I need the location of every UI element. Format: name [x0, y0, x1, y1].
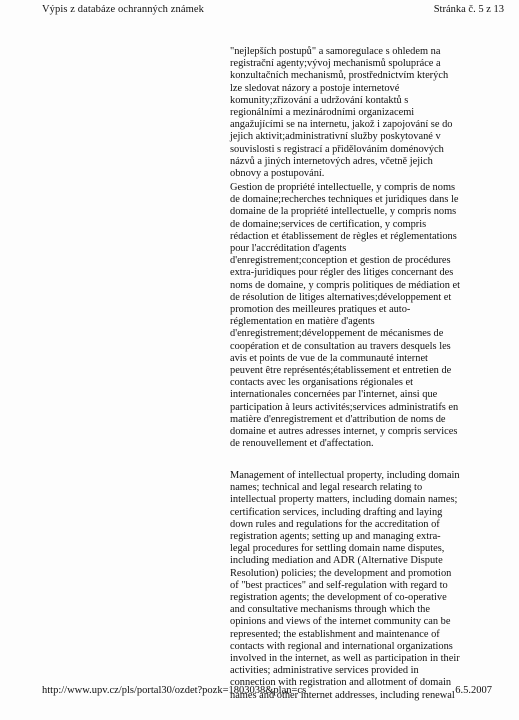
document-title: Výpis z databáze ochranných známek — [42, 4, 204, 15]
goods-services-text-english: Management of intellectual property, including domain names; technical and legal research relating to intellectual property matters, including domain names; certification services, including drafting and laying down rules and regulations for the accreditation of registration agents; setting up and managing extra- legal procedures for settling domain name disputes, including mediation and ADR (Alternative Dispute Resolution) policies; the development and promotion of "best practices" and self-regulation with regard to registration agents; the development of co-operative and consultative mechanisms through which the opinions and views of the internet community can be represented; the establishment and maintenance of contacts with regional and international organizations involved in the internet, as well as participation in their activities; administrative services provided in connection with registration and allotment of domain names and other internet addresses, including renewal — [230, 470, 460, 701]
goods-services-text-french: Gestion de propriété intellectuelle, y compris de noms de domaine;recherches techniques et juridiques dans le domaine de la propriété intellectuelle, y compris noms de domaine;services de certification, y compris rédaction et établissement de règles et réglementations pour l'accréditation d'agents d'enregistrement;conception et gestion de procédures extra-juridiques pour régler des litiges concernant des noms de domaine, y compris politiques de médiation et de résolution de litiges alternatives;développement et promotion des meilleures pratiques et auto- réglementation en matière d'agents d'enregistrement;développement de mécanismes de coopération et de consultation au travers desquels les avis et points de vue de la communauté internet peuvent être représentés;établissement et entretien de contacts avec les organisations régionales et internationales concernées par l'internet, ainsi que participation à leurs activités;services administratifs en matière d'enregistrement et d'attribution de noms de domaine et autres adresses internet, y compris services de renouvellement et d'affectation. — [230, 182, 460, 450]
goods-services-text-czech: "nejlepších postupů" a samoregulace s ohledem na registrační agenty;vývoj mechanismů spolupráce a konzultačních mechanismů, prostřednictvím kterých lze sledovat názory a postoje internetové komunity;zřizování a udržování kontaktů s regionálními a mezinárodními organizacemi angažujícími se na internetu, jakož i zapojování se do jejich aktivit;administrativní služby poskytované v souvislosti s registrací a přidělováním doménových názvů a jiných internetových adres, včetně jejich obnovy a postupování. — [230, 46, 453, 180]
footer-url[interactable]: http://www.upv.cz/pls/portal30/ozdet?pozk=1803038&plan=cs — [42, 685, 307, 696]
page-number: Stránka č. 5 z 13 — [433, 4, 504, 15]
footer-date: 6.5.2007 — [455, 685, 492, 696]
